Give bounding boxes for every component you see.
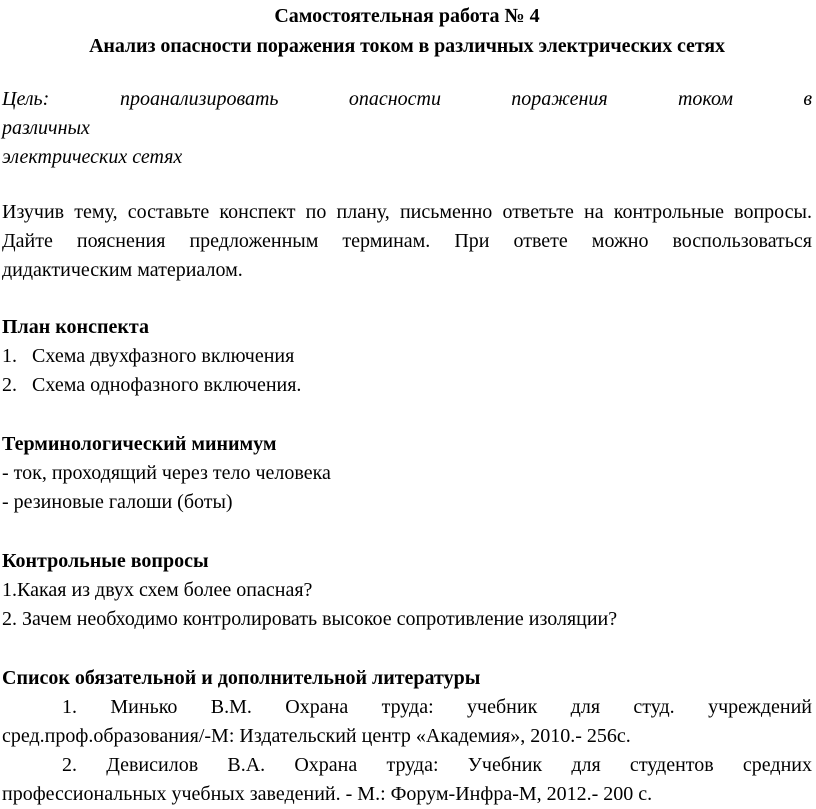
- intro-paragraph: Изучив тему, составьте конспект по плану, письменно ответьте на контрольные вопросы. Дайте пояснения предложенным терминам. При ответе можно воспользоваться дидактическим материалом.: [2, 201, 812, 281]
- goal-label: Цель:: [2, 88, 50, 110]
- page-title: Самостоятельная работа № 4: [274, 5, 540, 27]
- plan-heading: План конспекта: [2, 316, 149, 338]
- literature-item: [2, 693, 812, 751]
- question-item: 1.Какая из двух схем более опасная?: [2, 579, 313, 601]
- questions-section: [2, 547, 812, 634]
- literature-heading: Список обязательной и дополнительной литературы: [2, 667, 481, 689]
- questions-heading: Контрольные вопросы: [2, 550, 209, 572]
- literature-item-line2: сред.проф.образования/-М: Издательский центр «Академия», 2010.- 256с.: [2, 725, 631, 747]
- question-item: 2. Зачем необходимо контролировать высокое сопротивление изоляции?: [2, 608, 618, 630]
- goal-text-line2: электрических сетях: [2, 146, 183, 168]
- terms-heading: Терминологический минимум: [2, 433, 277, 455]
- term-item: - резиновые галоши (боты): [2, 491, 233, 513]
- literature-item-line1: 2. Девисилов В.А. Охрана труда: Учебник для студентов средних: [62, 754, 812, 776]
- goal-text-line1: проанализировать опасности поражения током в различных: [2, 88, 812, 139]
- plan-item-text: Схема двухфазного включения: [32, 345, 295, 367]
- terms-section: [2, 430, 812, 517]
- plan-item: [2, 342, 812, 371]
- goal-paragraph: [2, 85, 812, 172]
- plan-item-text: Схема однофазного включения.: [32, 374, 302, 396]
- plan-section: [2, 313, 812, 400]
- document-page: [0, 1, 816, 805]
- literature-item-line2: профессиональных учебных заведений. - М.: Форум-Инфра-М, 2012.- 200 с.: [2, 783, 653, 805]
- plan-item-number: 1.: [2, 345, 17, 367]
- literature-section: [2, 664, 812, 809]
- plan-item-number: 2.: [2, 374, 17, 396]
- term-item: - ток, проходящий через тело человека: [2, 462, 331, 484]
- page-subtitle: Анализ опасности поражения током в различных электрических сетях: [89, 35, 725, 57]
- plan-item: [2, 371, 812, 400]
- literature-item: [2, 751, 812, 809]
- literature-item-line1: 1. Минько В.М. Охрана труда: учебник для студ. учреждений: [62, 696, 812, 718]
